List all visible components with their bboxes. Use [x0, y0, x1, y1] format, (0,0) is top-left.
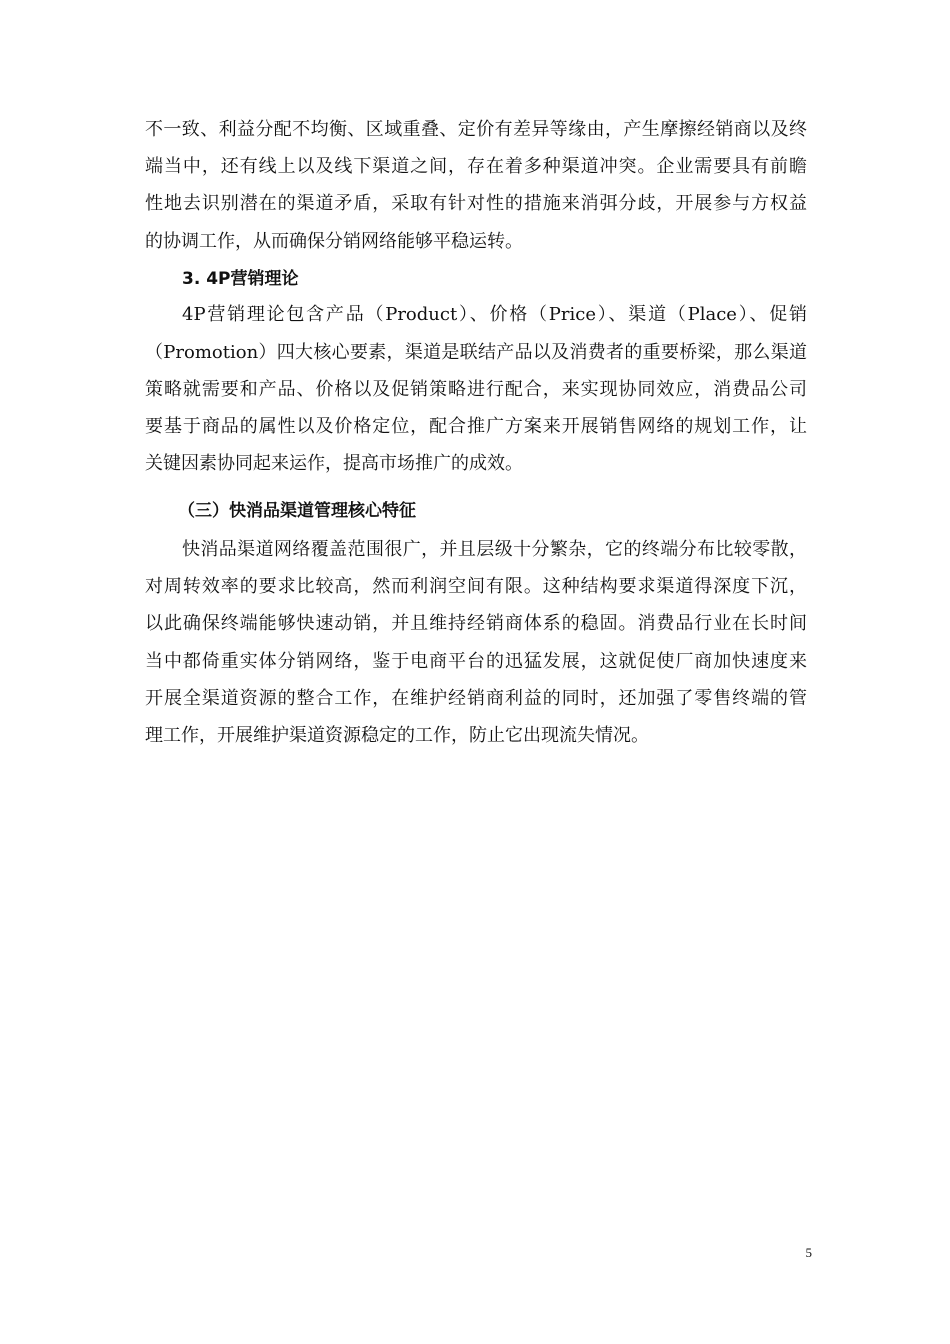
paragraph-line: 对周转效率的要求比较高，然而利润空间有限。这种结构要求渠道得深度下沉， — [145, 576, 807, 597]
paragraph-line: 要基于商品的属性以及价格定位，配合推广方案来开展销售网络的规划工作，让 — [145, 416, 807, 437]
paragraph-line: 不一致、利益分配不均衡、区域重叠、定价有差异等缘由，产生摩擦经销商以及终 — [145, 119, 807, 140]
paragraph-line: 当中都倚重实体分销网络，鉴于电商平台的迅猛发展，这就促使厂商加快速度来 — [145, 651, 807, 672]
paragraph-line: 策略就需要和产品、价格以及促销策略进行配合，来实现协同效应，消费品公司 — [145, 379, 807, 400]
page-number: 5 — [805, 1245, 812, 1260]
paragraph-line: （Promotion）四大核心要素，渠道是联结产品以及消费者的重要桥梁，那么渠道 — [145, 342, 807, 363]
paragraph-line: 以此确保终端能够快速动销，并且维持经销商体系的稳固。消费品行业在长时间 — [145, 613, 807, 634]
paragraph-line: 性地去识别潜在的渠道矛盾，采取有针对性的措施来消弭分歧，开展参与方权益 — [145, 193, 807, 214]
section-heading-4p: 3. 4P营销理论 — [182, 269, 299, 289]
paragraph-line: 快消品渠道网络覆盖范围很广，并且层级十分繁杂，它的终端分布比较零散， — [182, 539, 807, 560]
paragraph-line: 4P营销理论包含产品（Product）、价格（Price）、渠道（Place）、促销 — [182, 304, 807, 325]
paragraph-line: 的协调工作，从而确保分销网络能够平稳运转。 — [145, 231, 523, 252]
section-heading-fmcg: （三）快消品渠道管理核心特征 — [178, 501, 416, 521]
paragraph-line: 理工作，开展维护渠道资源稳定的工作，防止它出现流失情况。 — [145, 725, 649, 746]
paragraph-line: 关键因素协同起来运作，提高市场推广的成效。 — [145, 453, 523, 474]
paragraph-line: 开展全渠道资源的整合工作，在维护经销商利益的同时，还加强了零售终端的管 — [145, 688, 807, 709]
paragraph-line: 端当中，还有线上以及线下渠道之间，存在着多种渠道冲突。企业需要具有前瞻 — [145, 156, 807, 177]
